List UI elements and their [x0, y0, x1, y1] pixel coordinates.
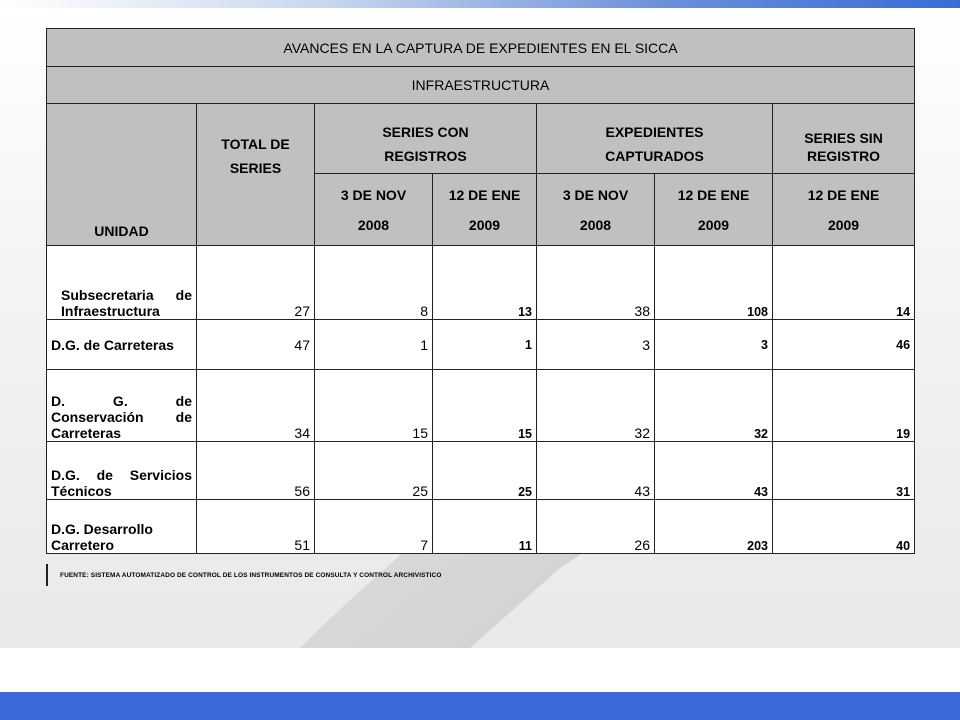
expedientes-header-line2: CAPTURADOS	[605, 147, 704, 164]
bottom-blue-band	[0, 692, 960, 720]
unidad-cell: D. G. de Conservación de Carreteras	[47, 370, 197, 442]
date-header-label: 3 DE NOV	[562, 186, 629, 203]
expedientes-ene-cell: 108	[655, 246, 773, 320]
footer-strip	[0, 648, 960, 692]
series-con-nov-cell: 1	[315, 320, 433, 370]
series-con-header-line1: SERIES CON	[382, 123, 469, 140]
date-header-label: 12 DE ENE	[807, 186, 880, 203]
series-sin-header-line2: REGISTRO	[806, 147, 881, 164]
source-divider	[46, 564, 48, 586]
total-cell: 34	[197, 370, 315, 442]
series-con-nov-cell: 25	[315, 442, 433, 500]
date-header-year: 2009	[827, 216, 860, 233]
expedientes-ene-cell: 203	[655, 500, 773, 554]
series-sin-header-line1: SERIES SIN	[804, 129, 883, 146]
series-sin-cell: 14	[773, 246, 915, 320]
subtitle-row	[47, 67, 915, 104]
series-con-header-line2: REGISTROS	[384, 147, 467, 164]
series-con-ene-cell: 11	[433, 500, 537, 554]
total-cell: 56	[197, 442, 315, 500]
expedientes-nov-cell: 26	[537, 500, 655, 554]
expedientes-header-line1: EXPEDIENTES	[605, 123, 704, 140]
series-con-ene-cell: 25	[433, 442, 537, 500]
series-con-nov-cell: 15	[315, 370, 433, 442]
expedientes-nov-cell: 3	[537, 320, 655, 370]
date-header-label: 12 DE ENE	[677, 186, 750, 203]
series-con-nov-cell: 7	[315, 500, 433, 554]
series-sin-cell: 31	[773, 442, 915, 500]
table-row	[47, 500, 915, 554]
title-row	[47, 29, 915, 67]
expedientes-ene-cell: 32	[655, 370, 773, 442]
expedientes-capturados-header	[537, 104, 773, 174]
top-gradient-band	[0, 0, 960, 8]
unidad-cell: D.G. Desarrollo Carretero	[47, 500, 197, 554]
date-header-cell	[773, 174, 915, 246]
unidad-cell: D.G. de Servicios Técnicos	[47, 442, 197, 500]
table-row	[47, 442, 915, 500]
expedientes-ene-cell: 3	[655, 320, 773, 370]
series-con-ene-cell: 15	[433, 370, 537, 442]
date-header-label: 12 DE ENE	[448, 186, 521, 203]
expedientes-ene-cell: 43	[655, 442, 773, 500]
unidad-cell: D.G. de Carreteras	[47, 320, 197, 370]
series-sin-cell: 40	[773, 500, 915, 554]
date-header-cell	[537, 174, 655, 246]
date-header-year: 2009	[468, 216, 501, 233]
series-sin-cell: 19	[773, 370, 915, 442]
unidad-header-label: UNIDAD	[94, 223, 149, 239]
date-header-cell	[315, 174, 433, 246]
series-con-registros-header	[315, 104, 537, 174]
date-header-year: 2008	[579, 216, 612, 233]
date-header-cell	[433, 174, 537, 246]
table-subtitle: INFRAESTRUCTURA	[47, 67, 915, 104]
date-header-year: 2008	[357, 216, 390, 233]
unidad-cell: Subsecretaria de Infraestructura	[47, 246, 197, 320]
table-row	[47, 370, 915, 442]
series-sin-registro-header	[773, 104, 915, 174]
series-sin-cell: 46	[773, 320, 915, 370]
date-header-label: 3 DE NOV	[340, 186, 407, 203]
date-header-year: 2009	[697, 216, 730, 233]
total-series-header-line2: SERIES	[229, 160, 282, 176]
series-con-ene-cell: 1	[433, 320, 537, 370]
date-header-cell	[655, 174, 773, 246]
expedientes-nov-cell: 43	[537, 442, 655, 500]
total-cell: 51	[197, 500, 315, 554]
total-cell: 27	[197, 246, 315, 320]
total-cell: 47	[197, 320, 315, 370]
expedientes-nov-cell: 38	[537, 246, 655, 320]
table-row	[47, 320, 915, 370]
total-series-header	[197, 104, 315, 246]
series-con-nov-cell: 8	[315, 246, 433, 320]
expedientes-nov-cell: 32	[537, 370, 655, 442]
column-header-row	[47, 104, 915, 174]
source-note: FUENTE: SISTEMA AUTOMATIZADO DE CONTROL DE LOS INSTRUMENTOS DE CONSULTA Y CONTROL ARCHIVISTICO	[60, 572, 442, 579]
table-title: AVANCES EN LA CAPTURA DE EXPEDIENTES EN EL SICCA	[47, 29, 915, 67]
avances-table	[46, 28, 915, 554]
unidad-header	[47, 104, 197, 246]
table-row	[47, 246, 915, 320]
total-series-header-line1: TOTAL DE	[221, 136, 290, 152]
series-con-ene-cell: 13	[433, 246, 537, 320]
